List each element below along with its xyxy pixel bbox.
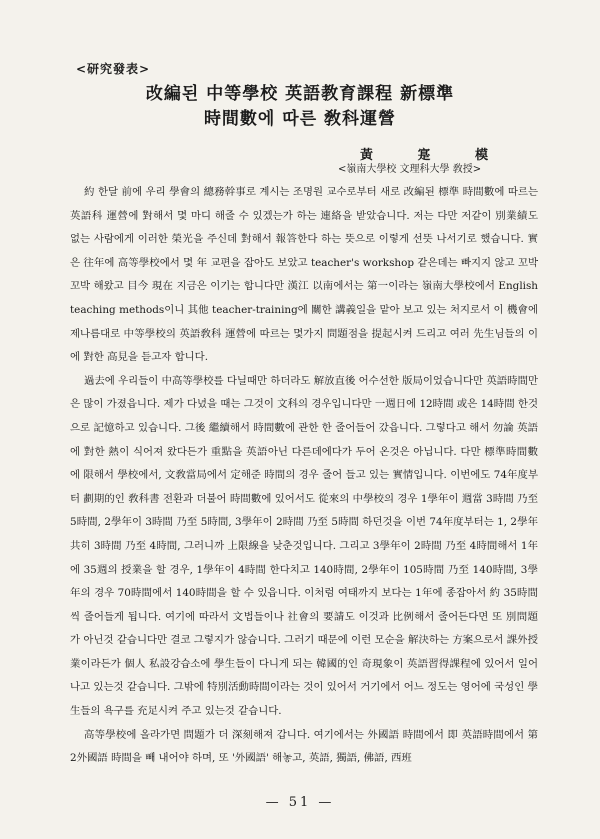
article-body bbox=[70, 181, 538, 771]
paragraph-1: 約 한달 前에 우리 學會의 總務幹事로 계시는 조명원 교수로부터 새로 改編된 標準 時間數에 따르는 英語科 運營에 對해서 몇 마디 해줄 수 있겠는가 하는 連絡을 받았습니다. 저는 다만 저같이 別業績도 없는 사람에게 이러한 榮光을 주신데 對해서 報答한다 하는 뜻으로 이렇게 선뜻 나서기로 했습니다. 實은 往年에 高等學校에서 몇 年 교편을 잡아도 보았고 teacher's workshop 같은데는 빠지지 않고 꼬박꼬박 해왔고 目今 現在 지금은 이기는 합니다만 漢江 以南에서는 第一이라는 嶺南大學校에서 English teaching methods이니 其他 teacher-training에 關한 講義일을 맡아 보고 있는 처지로서 이 機會에 제나름대로 中等學校의 英語敎科 運營에 따르는 몇가지 問題점을 提起시켜 드리고 여러 先生님들의 이에 對한 高見을 듣고자 합니다. bbox=[70, 186, 538, 364]
paragraph-2: 過去에 우리들이 中高等學校를 다닐때만 하더라도 解放直後 어수선한 版局이었습니다만 英語時間만은 많이 가졌읍니다. 제가 다녔을 때는 그것이 文科의 경우입니다만 一週日에 12時間 或은 14時間 한것으로 記憶하고 있습니다. 그後 繼續해서 時間數에 관한 한 줄어들어 갔읍니다. 그렇다고 해서 勿論 英語에 對한 熱이 식어져 왔다든가 重點을 英語아닌 다른데에다가 두어 온것은 아닙니다. 다만 標準時間數에 限해서 學校에서, 文敎當局에서 定해준 時間의 경우 줄어 들고 있는 實情입니다. 이번에도 74年度부터 劃期的인 敎科書 전환과 더불어 時間數에 있어서도 從來의 中學校의 경우 1學年이 週當 3時間 乃至 5時間, 2學年이 3時間 乃至 5時間, 3學年이 2時間 乃至 5時間 하던것을 이번 74年度부터는 1, 2學年 共히 3時間 乃至 4時間, 그러니까 上限線을 낮춘것입니다. 그리고 3學年이 2時間 乃至 4時間해서 1年에 35週의 授業을 할 경우, 1學年이 4時間 한다치고 140時間, 2學年이 105時間 乃至 140時間, 3學年의 경우 70時間에서 140時間을 할 수 있읍니다. 이처럼 여태까지 보다는 1年에 종잡아서 約 35時間씩 줄어들게 됩니다. 여기에 따라서 文법들이나 社會의 要請도 이것과 比例해서 줄어든다면 또 別問題가 아닌것 같습니다만 결코 그렇지가 않습니다. 그러기 때문에 이런 모순을 解決하는 方案으로서 課外授業이라든가 個人 私設강습소에 學生들이 다니게 되는 韓國的인 奇現象이 英語習得課程에 있어서 일어나고 있는것 같습니다. 그밖에 特別活動時間이라는 것이 있어서 거기에서 어느 정도는 영어에 국성인 學生들의 욕구를 充足시켜 주고 있는것 같습니다. bbox=[70, 374, 538, 718]
author-affiliation: <嶺南大學校 文理科大學 敎授> bbox=[338, 164, 482, 175]
section-tag: <研究發表> bbox=[76, 62, 151, 76]
article-title-line-1: 改編된 中等學校 英語教育課程 新標準 bbox=[145, 84, 455, 104]
paragraph-3: 高等學校에 올라가면 問題가 더 深刻해져 갑니다. 여기에서는 外國語 時間에서 即 英語時間에서 第2外國語 時間을 빼 내어야 하며, 또 '外國語' 해놓고, 英語, 獨語, 佛語, 西班 bbox=[70, 728, 538, 765]
page-number: — 51 — bbox=[265, 795, 335, 810]
author-name: 黃 寔 模 bbox=[360, 148, 509, 163]
article-title-line-2: 時間數에 따른 敎科運營 bbox=[203, 109, 397, 129]
